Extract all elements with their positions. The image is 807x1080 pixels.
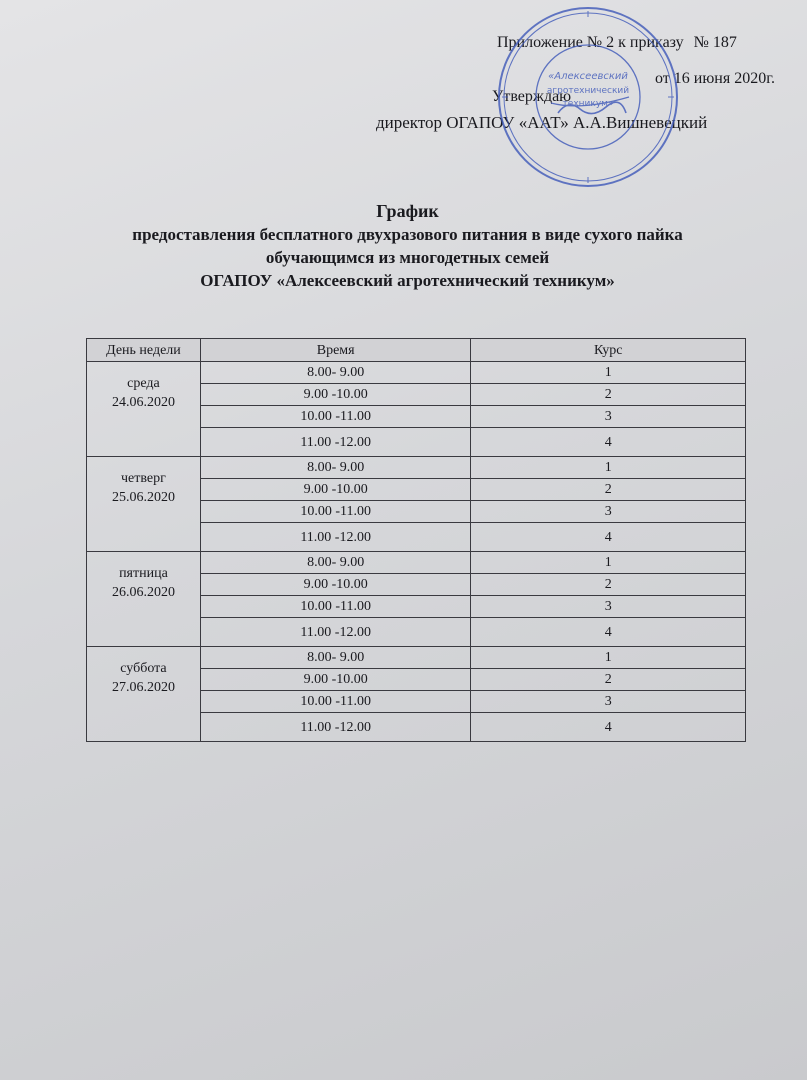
svg-text:агротехнический: агротехнический bbox=[546, 86, 630, 96]
table-body bbox=[87, 362, 746, 742]
day-name: четверг bbox=[121, 471, 166, 486]
time-cell: 9.00 -10.00 bbox=[200, 479, 471, 501]
day-date: 24.06.2020 bbox=[111, 395, 175, 410]
day-name: пятница bbox=[119, 566, 168, 581]
day-name: суббота bbox=[120, 661, 167, 676]
time-cell: 8.00- 9.00 bbox=[200, 647, 471, 669]
director-signature-line: директор ОГАПОУ «ААТ» А.А.Вишневецкий bbox=[376, 113, 708, 132]
time-cell: 8.00- 9.00 bbox=[200, 362, 471, 384]
time-cell: 9.00 -10.00 bbox=[200, 574, 471, 596]
time-cell: 8.00- 9.00 bbox=[200, 457, 471, 479]
time-cell: 11.00 -12.00 bbox=[200, 523, 471, 552]
order-date: от 16 июня 2020г. bbox=[655, 70, 775, 87]
table-row bbox=[87, 457, 746, 479]
day-cell bbox=[87, 362, 201, 457]
table-row bbox=[87, 362, 746, 384]
course-cell: 4 bbox=[471, 713, 746, 742]
course-cell: 2 bbox=[471, 574, 746, 596]
course-cell: 2 bbox=[471, 384, 746, 406]
approve-label: Утверждаю bbox=[492, 88, 572, 105]
day-date: 26.06.2020 bbox=[111, 585, 175, 600]
time-cell: 9.00 -10.00 bbox=[200, 384, 471, 406]
header-day: День недели bbox=[87, 339, 201, 362]
course-cell: 2 bbox=[471, 669, 746, 691]
table-header-row bbox=[87, 339, 746, 362]
day-cell bbox=[87, 647, 201, 742]
course-cell: 4 bbox=[471, 523, 746, 552]
time-cell: 10.00 -11.00 bbox=[200, 406, 471, 428]
time-cell: 10.00 -11.00 bbox=[200, 501, 471, 523]
time-cell: 9.00 -10.00 bbox=[200, 669, 471, 691]
title-line-2: предоставления бесплатного двухразового питания в виде сухого пайка bbox=[132, 225, 683, 244]
course-cell: 1 bbox=[471, 362, 746, 384]
time-cell: 11.00 -12.00 bbox=[200, 713, 471, 742]
day-cell bbox=[87, 457, 201, 552]
day-cell bbox=[87, 552, 201, 647]
svg-text:техникум»: техникум» bbox=[562, 99, 614, 109]
course-cell: 3 bbox=[471, 691, 746, 713]
time-cell: 8.00- 9.00 bbox=[200, 552, 471, 574]
course-cell: 4 bbox=[471, 428, 746, 457]
time-cell: 11.00 -12.00 bbox=[200, 618, 471, 647]
course-cell: 4 bbox=[471, 618, 746, 647]
appendix-line bbox=[497, 34, 737, 52]
table-row bbox=[87, 552, 746, 574]
course-cell: 1 bbox=[471, 647, 746, 669]
header-course: Курс bbox=[471, 339, 746, 362]
svg-text:«Алексеевский: «Алексеевский bbox=[548, 71, 628, 82]
time-cell: 10.00 -11.00 bbox=[200, 691, 471, 713]
title-line-4: ОГАПОУ «Алексеевский агротехнический техникум» bbox=[200, 271, 615, 290]
time-cell: 11.00 -12.00 bbox=[200, 428, 471, 457]
header-time: Время bbox=[200, 339, 471, 362]
appendix-text: Приложение № 2 к приказу bbox=[497, 34, 684, 51]
time-cell: 10.00 -11.00 bbox=[200, 596, 471, 618]
course-cell: 1 bbox=[471, 552, 746, 574]
day-date: 25.06.2020 bbox=[111, 490, 175, 505]
course-cell: 3 bbox=[471, 596, 746, 618]
title-line-3: обучающимся из многодетных семей bbox=[265, 248, 550, 267]
day-name: среда bbox=[127, 376, 160, 391]
course-cell: 1 bbox=[471, 457, 746, 479]
course-cell: 2 bbox=[471, 479, 746, 501]
order-number: № 187 bbox=[693, 34, 737, 51]
course-cell: 3 bbox=[471, 406, 746, 428]
course-cell: 3 bbox=[471, 501, 746, 523]
document-title bbox=[40, 200, 775, 292]
table-row bbox=[87, 647, 746, 669]
day-date: 27.06.2020 bbox=[111, 680, 175, 695]
title-line-1: График bbox=[376, 201, 439, 221]
schedule-table bbox=[86, 338, 746, 742]
